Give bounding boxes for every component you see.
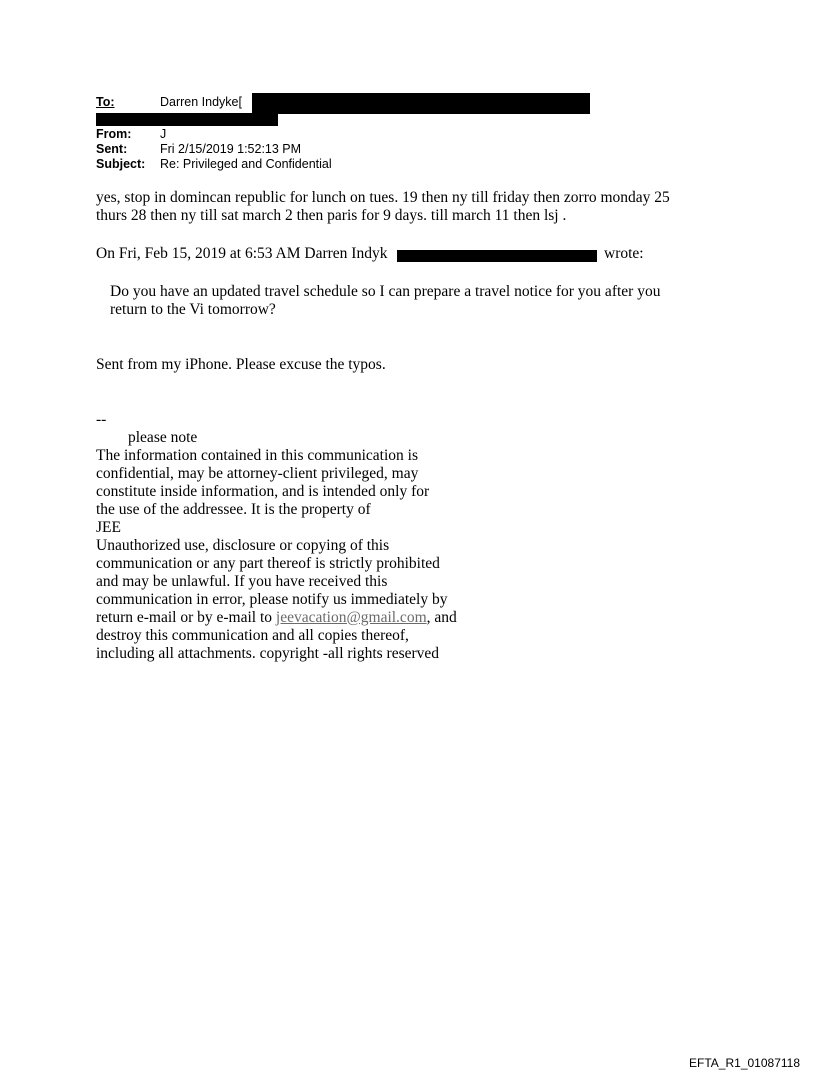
- quoted-line: Do you have an updated travel schedule so I can prepare a travel notice for you after you: [110, 283, 661, 300]
- iphone-signature: Sent from my iPhone. Please excuse the typos.: [96, 356, 386, 373]
- body-line: yes, stop in domincan republic for lunch on tues. 19 then ny till friday then zorro monday 25: [96, 189, 670, 206]
- quote-intro-suffix: wrote:: [604, 245, 644, 262]
- redaction-bar: [397, 250, 597, 262]
- disclaimer-line: confidential, may be attorney-client privileged, may: [96, 465, 419, 482]
- subject-label: Subject:: [96, 157, 146, 171]
- disclaimer-line: constitute inside information, and is intended only for: [96, 483, 430, 500]
- redaction-bar: [252, 93, 590, 114]
- disclaimer-line: including all attachments. copyright -all rights reserved: [96, 645, 440, 662]
- document-id: EFTA_R1_01087118: [689, 1056, 800, 1070]
- from-label: From:: [96, 127, 132, 141]
- sent-label: Sent:: [96, 142, 128, 156]
- disclaimer-line: communication or any part thereof is strictly prohibited: [96, 555, 440, 572]
- disclaimer-note: please note: [128, 429, 198, 446]
- quote-intro: On Fri, Feb 15, 2019 at 6:53 AM Darren Indyk: [96, 245, 388, 262]
- to-label: To:: [96, 95, 115, 109]
- signature-separator: --: [96, 411, 107, 428]
- email-link[interactable]: jeevacation@gmail.com: [275, 609, 427, 626]
- quoted-line: return to the Vi tomorrow?: [110, 301, 276, 318]
- disclaimer-email-suffix: , and: [426, 609, 457, 626]
- subject-value: Re: Privileged and Confidential: [160, 157, 332, 171]
- to-value: Darren Indyke[: [160, 95, 242, 109]
- disclaimer-email-prefix: return e-mail or by e-mail to: [96, 609, 276, 626]
- disclaimer-line: destroy this communication and all copies thereof,: [96, 627, 409, 644]
- disclaimer-line: Unauthorized use, disclosure or copying of this: [96, 537, 390, 554]
- disclaimer-line: JEE: [96, 519, 121, 536]
- disclaimer-line: The information contained in this communication is: [96, 447, 418, 464]
- sent-value: Fri 2/15/2019 1:52:13 PM: [160, 142, 302, 156]
- disclaimer-email-line: [96, 609, 457, 627]
- redaction-bar: [96, 113, 278, 126]
- disclaimer-line: communication in error, please notify us immediately by: [96, 591, 448, 608]
- from-value: J: [160, 127, 167, 141]
- body-line: thurs 28 then ny till sat march 2 then paris for 9 days. till march 11 then lsj .: [96, 207, 567, 224]
- disclaimer-line: and may be unlawful. If you have received this: [96, 573, 388, 590]
- disclaimer-line: the use of the addressee. It is the property of: [96, 501, 371, 518]
